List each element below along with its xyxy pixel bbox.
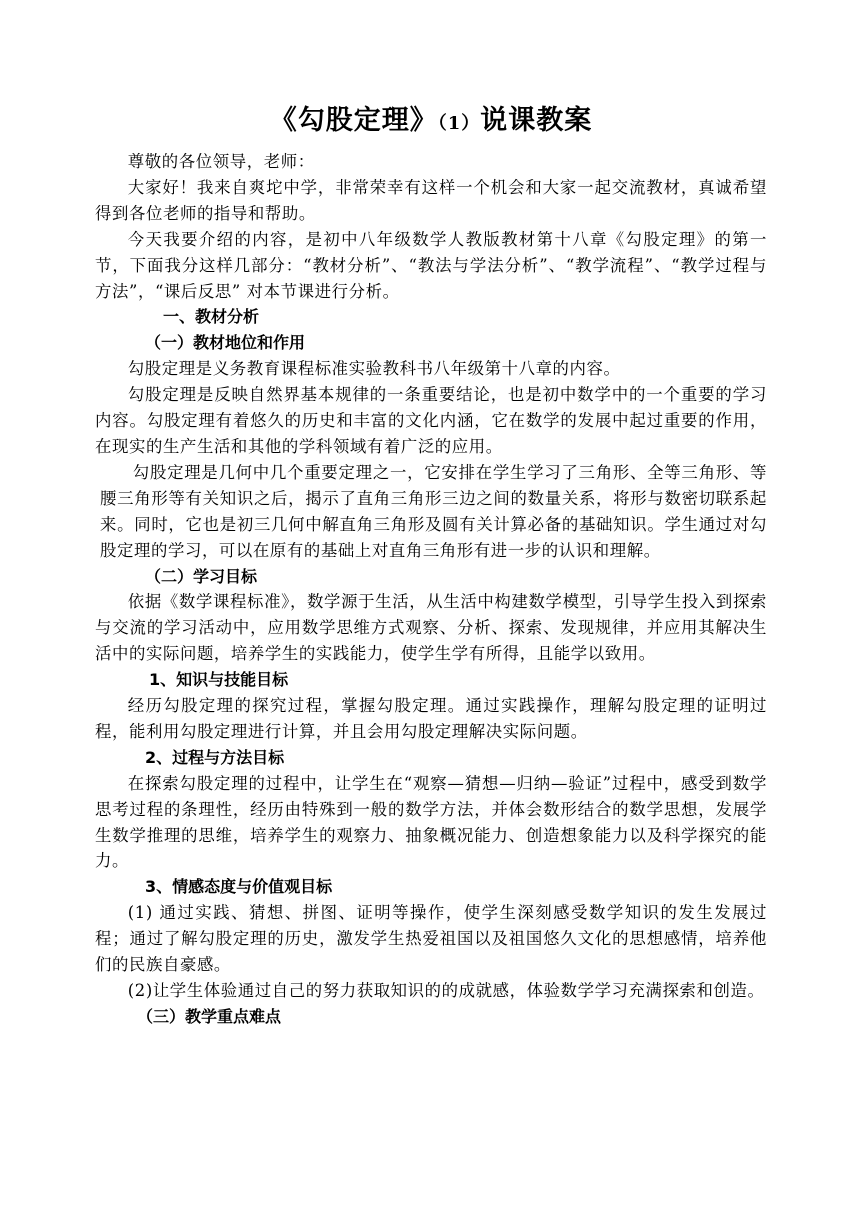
subsection-heading: （一）教材地位和作用 <box>145 333 306 353</box>
body-paragraph: 勾股定理是几何中几个重要定理之一，它安排在学生学习了三角形、全等三角形、等腰三角形等有关知识之后，揭示了直角三角形三边之间的数量关系，将形与数密切联系起来。同时，它也是初三几何中解直角三角形及圆有关计算必备的基础知识。学生通过对勾股定理的学习，可以在原有的基础上对直角三角形有进一步的认识和理解。 <box>100 462 767 560</box>
body-paragraph: 依据《数学课程标准》，数学源于生活，从生活中构建数学模型，引导学生投入到探索与交流的学习活动中，应用数学思维方式观察、分析、探索、发现规律，并应用其解决生活中的实际问题，培养学生的实践能力，使学生学有所得，且能学以致用。 <box>95 592 767 664</box>
goal-heading: 1、知识与技能目标 <box>149 670 289 690</box>
title-number: （1） <box>437 113 481 134</box>
intro-paragraph: 大家好！我来自爽坨中学，非常荣幸有这样一个机会和大家一起交流教材，真诚希望得到各位老师的指导和帮助。 <box>95 177 767 223</box>
subsection-heading: （二）学习目标 <box>145 566 258 586</box>
body-paragraph: 勾股定理是义务教育课程标准实验教科书八年级第十八章的内容。 <box>127 359 621 379</box>
greeting: 尊敬的各位领导，老师： <box>127 152 315 171</box>
title-part: 说课教案 <box>480 105 593 136</box>
body-paragraph: 勾股定理是反映自然界基本规律的一条重要结论，也是初中数学中的一个重要的学习内容。勾股定理有着悠久的历史和丰富的文化内涵，它在数学的发展中起过重要的作用，在现实的生产生活和其他的学科领域有着广泛的应用。 <box>95 385 767 456</box>
goal-heading: 2、过程与方法目标 <box>145 747 285 767</box>
section-heading: 一、教材分析 <box>163 307 260 327</box>
body-paragraph: 在探索勾股定理的过程中，让学生在“观察—猜想—归纳—验证”过程中，感受到数学思考过程的条理性，经历由特殊到一般的数学方法，并体会数形结合的数学思想，发展学生数学推理的思维，培养学生的观察力、抽象概况能力、创造想象能力以及科学探究的能力。 <box>95 773 767 871</box>
intro-paragraph: 今天我要介绍的内容，是初中八年级数学人教版教材第十八章《勾股定理》的第一节，下面我分这样几部分：“教材分析”、“教法与学法分析”、“教学流程”、“教学过程与方法”，“课后反思” 对本节课进行分析。 <box>95 229 767 301</box>
body-paragraph: 经历勾股定理的探究过程，掌握勾股定理。通过实践操作，理解勾股定理的证明过程，能利用勾股定理进行计算，并且会用勾股定理解决实际问题。 <box>95 696 767 741</box>
goal-heading: 3、情感态度与价值观目标 <box>145 877 333 897</box>
title-part: 《勾股定理》 <box>269 105 438 136</box>
document-title <box>95 96 767 149</box>
body-paragraph: (2)让学生体验通过自己的努力获取知识的的成就感，体验数学学习充满探索和创造。 <box>127 981 765 1000</box>
subsection-heading: （三）教学重点难点 <box>137 1006 282 1026</box>
body-paragraph: (1) 通过实践、猜想、拼图、证明等操作，使学生深刻感受数学知识的发生发展过程；通过了解勾股定理的历史，激发学生热爱祖国以及祖国悠久文化的思想感情，培养他们的民族自豪感。 <box>95 903 767 975</box>
document-page <box>95 96 767 1030</box>
